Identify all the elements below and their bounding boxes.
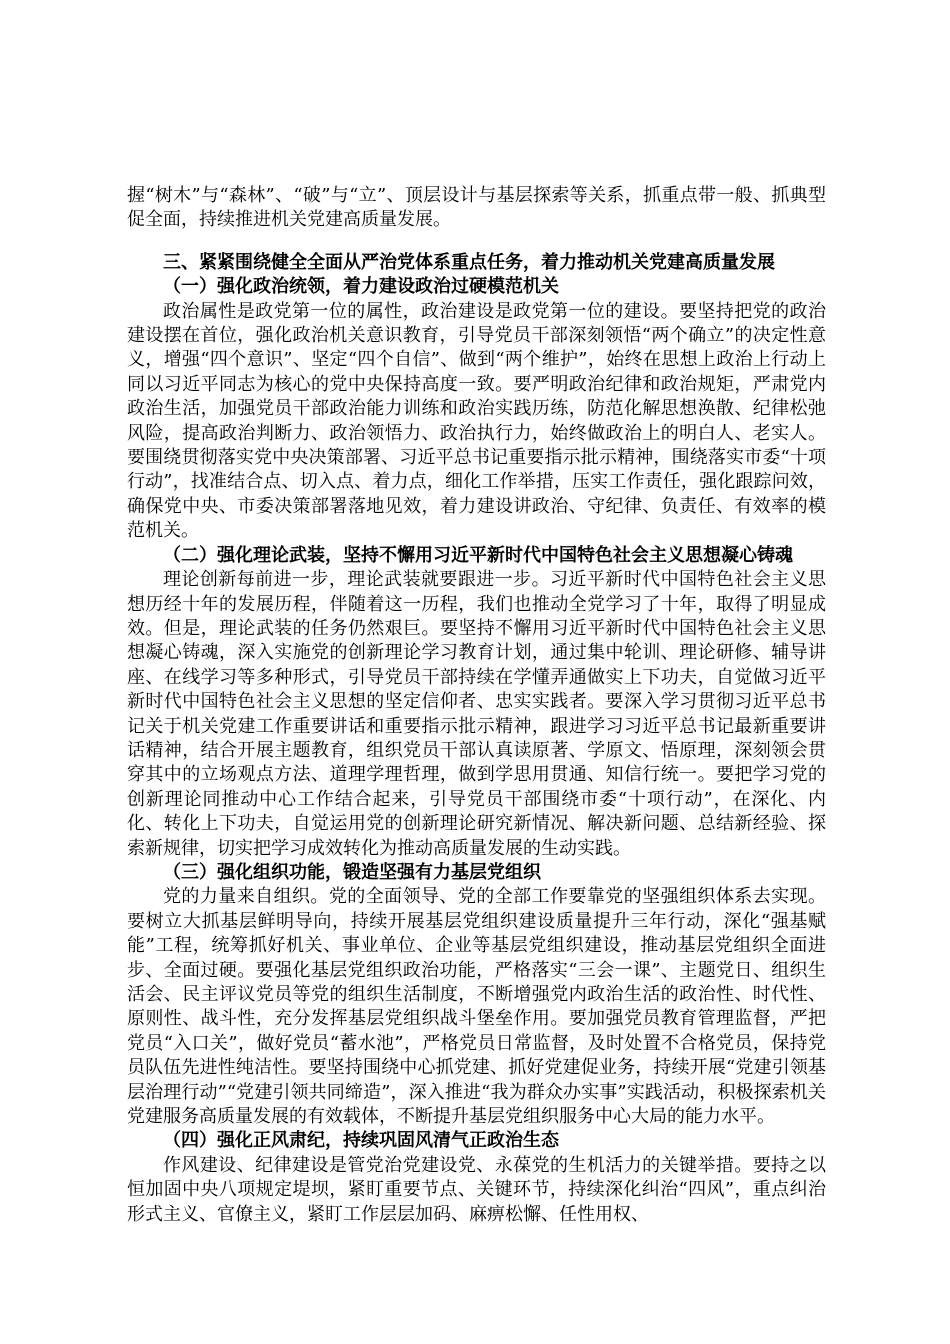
paragraph-political-building: 政治属性是政党第一位的属性，政治建设是政党第一位的建设。要坚持把党的政治建设摆在首位，强化政治机关意识教育，引导党员干部深刻领悟“两个确立”的决定性意义，增强“四个意识”、坚定“四个自信”、做到“两个维护”，始终在思想上政治上行动上同以习近平同志为核心的党中央保持高度一致。要严明政治纪律和政治规矩，严肃党内政治生活，加强党员干部政治能力训练和政治实践历练，防范化解思想涣散、纪律松弛风险，提高政治判断力、政治领悟力、政治执行力，始终做政治上的明白人、老实人。要围绕贯彻落实党中央决策部署、习近平总书记重要指示批示精神，围绕落实市委“十项行动”，找准结合点、切入点、着力点，细化工作举措，压实工作责任，强化跟踪问效，确保党中央、市委决策部署落地见效，着力建设讲政治、守纪律、负责任、有效率的模范机关。 [127,300,826,542]
section-heading-3: 三、紧紧围绕健全全面从严治党体系重点任务，着力推动机关党建高质量发展 [163,251,775,273]
paragraph-organization-function: 党的力量来自组织。党的全面领导、党的全部工作要靠党的坚强组织体系去实现。要树立大抓基层鲜明导向，持续开展基层党组织建设质量提升三年行动，深化“强基赋能”工程，统筹抓好机关、事业单位、企业等基层党组织建设，推动基层党组织全面进步、全面过硬。要强化基层党组织政治功能，严格落实“三会一课”、主题党日、组织生活会、民主评议党员等党的组织生活制度，不断增强党内政治生活的政治性、时代性、原则性、战斗性，充分发挥基层党组织战斗堡垒作用。要加强党员教育管理监督，严把党员“入口关”，做好党员“蓄水池”，严格党员日常监督，及时处置不合格党员，保持党员队伍先进性纯洁性。要坚持围绕中心抓党建、抓好党建促业务，持续开展“党建引领基层治理行动”“党建引领共同缔造”，深入推进“我为群众办实事”实践活动，积极探索机关党建服务高质量发展的有效载体，不断提升基层党组织服务中心大局的能力水平。 [127,886,826,1128]
paragraph-continuation: 握“树木”与“森林”、“破”与“立”、顶层设计与基层探索等关系，抓重点带一般、抓典型促全面，持续推进机关党建高质量发展。 [127,185,826,231]
subsection-heading-4: （四）强化正风肃纪，持续巩固风清气正政治生态 [163,1130,559,1152]
subsection-heading-1: （一）强化政治统领，着力建设政治过硬模范机关 [163,276,559,298]
paragraph-discipline: 作风建设、纪律建设是管党治党建设党、永葆党的生机活力的关键举措。要持之以恒加固中央八项规定堤坝，紧盯重要节点、关键环节，持续深化纠治“四风”，重点纠治形式主义、官僚主义，紧盯工作层层加码、麻痹松懈、任性用权、 [127,1154,826,1225]
paragraph-theory-arming: 理论创新每前进一步，理论武装就要跟进一步。习近平新时代中国特色社会主义思想历经十年的发展历程，伴随着这一历程，我们也推动全党学习了十年，取得了明显成效。但是，理论武装的任务仍然艰巨。要坚持不懈用习近平新时代中国特色社会主义思想凝心铸魂，深入实施党的创新理论学习教育计划，通过集中轮训、理论研修、辅导讲座、在线学习等多种形式，引导党员干部持续在学懂弄通做实上下功夫，自觉做习近平新时代中国特色社会主义思想的坚定信仰者、忠实实践者。要深入学习贯彻习近平总书记关于机关党建工作重要讲话和重要指示批示精神，跟进学习习近平总书记最新重要讲话精神，结合开展主题教育，组织党员干部认真读原著、学原文、悟原理，深刻领会贯穿其中的立场观点方法、道理学理哲理，做到学思用贯通、知信行统一。要把学习党的创新理论同推动中心工作结合起来，引导党员干部围绕市委“十项行动”，在深化、内化、转化上下功夫，自觉运用党的创新理论研究新情况、解决新问题、总结新经验、探索新规律，切实把学习成效转化为推动高质量发展的生动实践。 [127,569,826,859]
subsection-heading-3: （三）强化组织功能，锻造坚强有力基层党组织 [163,861,541,883]
subsection-heading-2: （二）强化理论武装，坚持不懈用习近平新时代中国特色社会主义思想凝心铸魂 [163,544,793,566]
